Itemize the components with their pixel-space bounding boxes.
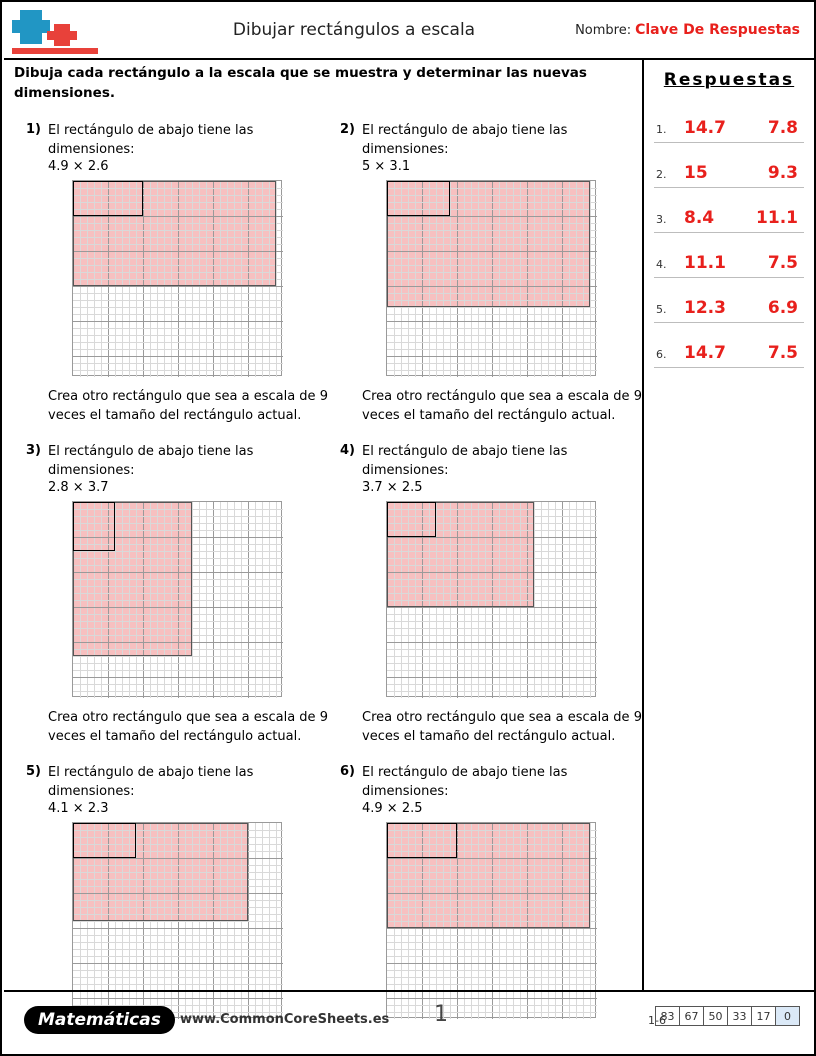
original-rectangle-outline [387,181,450,216]
score-cell: 0 [776,1007,800,1026]
score-cell: 67 [680,1007,704,1026]
answer-value-width: 14.7 [684,343,726,363]
instructions-text: Dibuja cada rectángulo a la escala que se muestra y determinar las nuevas dimensiones. [14,65,587,101]
answer-row [654,233,804,278]
problem-grid-2 [386,180,596,376]
problem-number: 2) [340,122,355,137]
problem-text: El rectángulo de abajo tiene las dimensiones: [48,123,254,157]
answer-value-height: 11.1 [756,208,798,228]
problem-grid-1 [72,180,282,376]
page-header [4,4,814,60]
original-rectangle-outline [387,502,436,537]
problem-number: 6) [340,764,355,779]
problem-grid-4 [386,501,596,697]
score-range-label: 1-6 [648,1014,666,1027]
answer-value-width: 8.4 [684,208,715,228]
answer-number: 6. [656,348,667,361]
answer-row [654,278,804,323]
original-rectangle-outline [387,823,457,858]
problem-grid-6 [386,822,596,1018]
answer-row [654,188,804,233]
score-cell: 83 [656,1007,680,1026]
score-cell: 17 [752,1007,776,1026]
site-logo-icon [12,10,98,54]
problem-text: El rectángulo de abajo tiene las dimensiones: [362,444,568,478]
brand-badge: Matemáticas [24,1006,175,1034]
name-field [575,22,800,38]
score-cell: 33 [728,1007,752,1026]
answer-value-height: 6.9 [767,298,798,318]
name-label: Nombre: [575,23,632,38]
answer-value-height: 7.5 [767,343,798,363]
problem-grid-3 [72,501,282,697]
answer-number: 3. [656,213,667,226]
problem-dimensions: 4.9 × 2.5 [362,801,423,816]
problem-text: El rectángulo de abajo tiene las dimensiones: [48,444,254,478]
score-table [655,1006,800,1026]
page-title: Dibujar rectángulos a escala [232,20,476,40]
answer-row [654,143,804,188]
problem-dimensions: 2.8 × 3.7 [48,480,109,495]
problem-task: Crea otro rectángulo que sea a escala de 9 veces el tamaño del rectángulo actual. [362,389,642,423]
answer-value-height: 9.3 [767,163,798,183]
problem-text: El rectángulo de abajo tiene las dimensiones: [48,765,254,799]
problem-number: 5) [26,764,41,779]
problem-number: 1) [26,122,41,137]
answer-value-height: 7.8 [767,118,798,138]
problem-text: El rectángulo de abajo tiene las dimensiones: [362,123,568,157]
problem-task: Crea otro rectángulo que sea a escala de 9 veces el tamaño del rectángulo actual. [362,710,642,744]
page-footer [4,990,814,1052]
problem-number: 3) [26,443,41,458]
answer-key-label: Clave De Respuestas [635,22,800,38]
problem-text: El rectángulo de abajo tiene las dimensiones: [362,765,568,799]
answers-panel [642,60,814,990]
answer-value-width: 15 [684,163,708,183]
answer-value-height: 7.5 [767,253,798,273]
problem-dimensions: 3.7 × 2.5 [362,480,423,495]
original-rectangle-outline [73,823,136,858]
problem-task: Crea otro rectángulo que sea a escala de 9 veces el tamaño del rectángulo actual. [48,389,328,423]
problem-task: Crea otro rectángulo que sea a escala de 9 veces el tamaño del rectángulo actual. [48,710,328,744]
problem-dimensions: 4.1 × 2.3 [48,801,109,816]
answer-number: 4. [656,258,667,271]
answer-number: 1. [656,123,667,136]
answer-value-width: 12.3 [684,298,726,318]
score-cell: 50 [704,1007,728,1026]
problem-grid-5 [72,822,282,1018]
original-rectangle-outline [73,181,143,216]
problem-dimensions: 4.9 × 2.6 [48,159,109,174]
original-rectangle-outline [73,502,115,551]
answer-number: 5. [656,303,667,316]
answer-value-width: 11.1 [684,253,726,273]
answer-row [654,323,804,368]
answers-title: Respuestas [663,70,795,90]
page-number: 1 [434,1002,448,1027]
site-url: www.CommonCoreSheets.es [180,1012,390,1027]
answer-row [654,98,804,143]
problem-dimensions: 5 × 3.1 [362,159,411,174]
answer-value-width: 14.7 [684,118,726,138]
answer-number: 2. [656,168,667,181]
problem-number: 4) [340,443,355,458]
